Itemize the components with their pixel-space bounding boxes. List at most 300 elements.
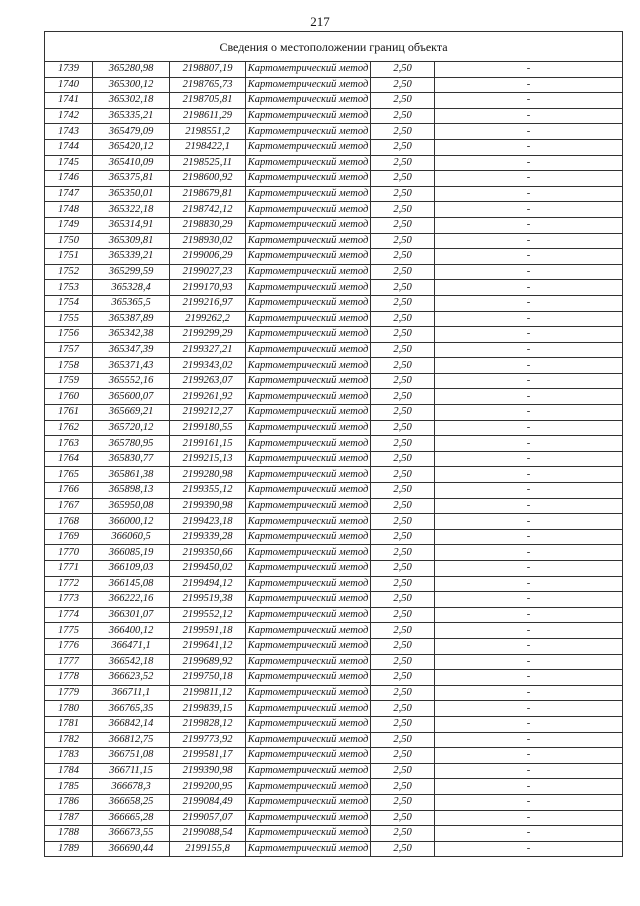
point-number-cell: 1763 [45,436,93,452]
y-coordinate-cell: 2199773,92 [170,732,246,748]
x-coordinate-cell: 365387,89 [93,311,170,327]
x-coordinate-cell: 365302,18 [93,93,170,109]
table-row [45,467,623,483]
table-row [45,62,623,78]
accuracy-cell: 2,50 [371,451,435,467]
y-coordinate-cell: 2199180,55 [170,420,246,436]
x-coordinate-cell: 366842,14 [93,716,170,732]
method-cell: Картометрический метод [246,217,371,233]
y-coordinate-cell: 2199689,92 [170,654,246,670]
note-cell: - [435,670,623,686]
point-number-cell: 1757 [45,342,93,358]
point-number-cell: 1770 [45,545,93,561]
accuracy-cell: 2,50 [371,77,435,93]
table-row [45,202,623,218]
note-cell: - [435,561,623,577]
x-coordinate-cell: 365830,77 [93,451,170,467]
table-row [45,249,623,265]
x-coordinate-cell: 366471,1 [93,638,170,654]
table-row [45,592,623,608]
accuracy-cell: 2,50 [371,186,435,202]
y-coordinate-cell: 2198679,81 [170,186,246,202]
method-cell: Картометрический метод [246,249,371,265]
y-coordinate-cell: 2198611,29 [170,108,246,124]
y-coordinate-cell: 2199339,28 [170,529,246,545]
x-coordinate-cell: 365950,08 [93,498,170,514]
x-coordinate-cell: 366751,08 [93,748,170,764]
note-cell: - [435,124,623,140]
point-number-cell: 1776 [45,638,93,654]
table-row [45,280,623,296]
x-coordinate-cell: 366400,12 [93,623,170,639]
method-cell: Картометрический метод [246,264,371,280]
accuracy-cell: 2,50 [371,93,435,109]
accuracy-cell: 2,50 [371,779,435,795]
y-coordinate-cell: 2199057,07 [170,810,246,826]
point-number-cell: 1743 [45,124,93,140]
y-coordinate-cell: 2199750,18 [170,670,246,686]
accuracy-cell: 2,50 [371,420,435,436]
accuracy-cell: 2,50 [371,498,435,514]
y-coordinate-cell: 2199494,12 [170,576,246,592]
x-coordinate-cell: 366000,12 [93,514,170,530]
table-row [45,576,623,592]
method-cell: Картометрический метод [246,389,371,405]
method-cell: Картометрический метод [246,108,371,124]
table-row [45,514,623,530]
note-cell: - [435,155,623,171]
x-coordinate-cell: 365780,95 [93,436,170,452]
table-header-row [45,32,623,62]
point-number-cell: 1782 [45,732,93,748]
accuracy-cell: 2,50 [371,217,435,233]
method-cell: Картометрический метод [246,93,371,109]
method-cell: Картометрический метод [246,748,371,764]
x-coordinate-cell: 365339,21 [93,249,170,265]
accuracy-cell: 2,50 [371,685,435,701]
point-number-cell: 1785 [45,779,93,795]
point-number-cell: 1758 [45,358,93,374]
accuracy-cell: 2,50 [371,607,435,623]
y-coordinate-cell: 2199390,98 [170,763,246,779]
y-coordinate-cell: 2198600,92 [170,171,246,187]
y-coordinate-cell: 2199155,8 [170,841,246,857]
point-number-cell: 1753 [45,280,93,296]
table-row [45,670,623,686]
accuracy-cell: 2,50 [371,514,435,530]
method-cell: Картометрический метод [246,311,371,327]
accuracy-cell: 2,50 [371,342,435,358]
method-cell: Картометрический метод [246,420,371,436]
accuracy-cell: 2,50 [371,654,435,670]
x-coordinate-cell: 366711,1 [93,685,170,701]
accuracy-cell: 2,50 [371,732,435,748]
point-number-cell: 1775 [45,623,93,639]
point-number-cell: 1739 [45,62,93,78]
table-row [45,264,623,280]
table-row [45,685,623,701]
y-coordinate-cell: 2199161,15 [170,436,246,452]
method-cell: Картометрический метод [246,186,371,202]
y-coordinate-cell: 2199350,66 [170,545,246,561]
table-row [45,436,623,452]
point-number-cell: 1749 [45,217,93,233]
point-number-cell: 1755 [45,311,93,327]
point-number-cell: 1765 [45,467,93,483]
note-cell: - [435,62,623,78]
accuracy-cell: 2,50 [371,576,435,592]
note-cell: - [435,748,623,764]
y-coordinate-cell: 2198742,12 [170,202,246,218]
table-row [45,405,623,421]
note-cell: - [435,264,623,280]
note-cell: - [435,638,623,654]
table-row [45,623,623,639]
table-row [45,748,623,764]
point-number-cell: 1788 [45,826,93,842]
accuracy-cell: 2,50 [371,436,435,452]
note-cell: - [435,654,623,670]
y-coordinate-cell: 2199027,23 [170,264,246,280]
point-number-cell: 1774 [45,607,93,623]
method-cell: Картометрический метод [246,529,371,545]
method-cell: Картометрический метод [246,607,371,623]
point-number-cell: 1767 [45,498,93,514]
method-cell: Картометрический метод [246,561,371,577]
x-coordinate-cell: 366301,07 [93,607,170,623]
note-cell: - [435,93,623,109]
y-coordinate-cell: 2198705,81 [170,93,246,109]
point-number-cell: 1742 [45,108,93,124]
x-coordinate-cell: 365600,07 [93,389,170,405]
note-cell: - [435,607,623,623]
table-row [45,93,623,109]
note-cell: - [435,108,623,124]
x-coordinate-cell: 366711,15 [93,763,170,779]
note-cell: - [435,295,623,311]
table-row [45,327,623,343]
y-coordinate-cell: 2199839,15 [170,701,246,717]
table-row [45,124,623,140]
accuracy-cell: 2,50 [371,592,435,608]
method-cell: Картометрический метод [246,373,371,389]
y-coordinate-cell: 2199170,93 [170,280,246,296]
method-cell: Картометрический метод [246,498,371,514]
y-coordinate-cell: 2199084,49 [170,794,246,810]
accuracy-cell: 2,50 [371,358,435,374]
note-cell: - [435,623,623,639]
point-number-cell: 1761 [45,405,93,421]
accuracy-cell: 2,50 [371,202,435,218]
table-row [45,701,623,717]
method-cell: Картометрический метод [246,732,371,748]
point-number-cell: 1769 [45,529,93,545]
accuracy-cell: 2,50 [371,545,435,561]
point-number-cell: 1760 [45,389,93,405]
accuracy-cell: 2,50 [371,483,435,499]
table-row [45,139,623,155]
y-coordinate-cell: 2198830,29 [170,217,246,233]
table-row [45,732,623,748]
method-cell: Картометрический метод [246,779,371,795]
table-row [45,420,623,436]
x-coordinate-cell: 366678,3 [93,779,170,795]
x-coordinate-cell: 366690,44 [93,841,170,857]
method-cell: Картометрический метод [246,514,371,530]
note-cell: - [435,716,623,732]
table-row [45,498,623,514]
note-cell: - [435,436,623,452]
method-cell: Картометрический метод [246,295,371,311]
y-coordinate-cell: 2199006,29 [170,249,246,265]
y-coordinate-cell: 2199088,54 [170,826,246,842]
table-row [45,451,623,467]
accuracy-cell: 2,50 [371,810,435,826]
point-number-cell: 1756 [45,327,93,343]
note-cell: - [435,280,623,296]
point-number-cell: 1773 [45,592,93,608]
point-number-cell: 1741 [45,93,93,109]
y-coordinate-cell: 2199811,12 [170,685,246,701]
point-number-cell: 1744 [45,139,93,155]
accuracy-cell: 2,50 [371,62,435,78]
x-coordinate-cell: 365365,5 [93,295,170,311]
y-coordinate-cell: 2199327,21 [170,342,246,358]
method-cell: Картометрический метод [246,763,371,779]
note-cell: - [435,826,623,842]
accuracy-cell: 2,50 [371,748,435,764]
x-coordinate-cell: 366085,19 [93,545,170,561]
x-coordinate-cell: 365669,21 [93,405,170,421]
y-coordinate-cell: 2199450,02 [170,561,246,577]
method-cell: Картометрический метод [246,233,371,249]
method-cell: Картометрический метод [246,124,371,140]
point-number-cell: 1751 [45,249,93,265]
table-row [45,186,623,202]
accuracy-cell: 2,50 [371,638,435,654]
y-coordinate-cell: 2199355,12 [170,483,246,499]
method-cell: Картометрический метод [246,202,371,218]
y-coordinate-cell: 2199216,97 [170,295,246,311]
note-cell: - [435,467,623,483]
method-cell: Картометрический метод [246,327,371,343]
point-number-cell: 1740 [45,77,93,93]
method-cell: Картометрический метод [246,623,371,639]
x-coordinate-cell: 365375,81 [93,171,170,187]
table-row [45,77,623,93]
note-cell: - [435,576,623,592]
point-number-cell: 1754 [45,295,93,311]
method-cell: Картометрический метод [246,685,371,701]
note-cell: - [435,841,623,857]
x-coordinate-cell: 365861,38 [93,467,170,483]
y-coordinate-cell: 2199552,12 [170,607,246,623]
point-number-cell: 1745 [45,155,93,171]
accuracy-cell: 2,50 [371,249,435,265]
y-coordinate-cell: 2198807,19 [170,62,246,78]
method-cell: Картометрический метод [246,638,371,654]
accuracy-cell: 2,50 [371,670,435,686]
note-cell: - [435,373,623,389]
accuracy-cell: 2,50 [371,826,435,842]
x-coordinate-cell: 365898,13 [93,483,170,499]
method-cell: Картометрический метод [246,545,371,561]
note-cell: - [435,186,623,202]
y-coordinate-cell: 2198765,73 [170,77,246,93]
table-row [45,171,623,187]
note-cell: - [435,451,623,467]
accuracy-cell: 2,50 [371,264,435,280]
x-coordinate-cell: 366060,5 [93,529,170,545]
method-cell: Картометрический метод [246,405,371,421]
x-coordinate-cell: 365314,91 [93,217,170,233]
table-row [45,529,623,545]
point-number-cell: 1747 [45,186,93,202]
accuracy-cell: 2,50 [371,139,435,155]
x-coordinate-cell: 365322,18 [93,202,170,218]
accuracy-cell: 2,50 [371,794,435,810]
y-coordinate-cell: 2198930,02 [170,233,246,249]
table-row [45,810,623,826]
x-coordinate-cell: 365347,39 [93,342,170,358]
method-cell: Картометрический метод [246,342,371,358]
method-cell: Картометрический метод [246,358,371,374]
x-coordinate-cell: 366665,28 [93,810,170,826]
y-coordinate-cell: 2199343,02 [170,358,246,374]
note-cell: - [435,529,623,545]
method-cell: Картометрический метод [246,841,371,857]
note-cell: - [435,171,623,187]
note-cell: - [435,405,623,421]
point-number-cell: 1779 [45,685,93,701]
x-coordinate-cell: 365350,01 [93,186,170,202]
x-coordinate-cell: 366222,16 [93,592,170,608]
x-coordinate-cell: 365299,59 [93,264,170,280]
table-row [45,794,623,810]
accuracy-cell: 2,50 [371,373,435,389]
note-cell: - [435,779,623,795]
x-coordinate-cell: 365342,38 [93,327,170,343]
table-row [45,155,623,171]
method-cell: Картометрический метод [246,155,371,171]
table-row [45,779,623,795]
page-number: 217 [310,14,330,29]
point-number-cell: 1746 [45,171,93,187]
boundary-coordinates-table [44,31,623,857]
x-coordinate-cell: 365309,81 [93,233,170,249]
y-coordinate-cell: 2198551,2 [170,124,246,140]
x-coordinate-cell: 366542,18 [93,654,170,670]
point-number-cell: 1759 [45,373,93,389]
y-coordinate-cell: 2199581,17 [170,748,246,764]
table-row [45,233,623,249]
x-coordinate-cell: 365410,09 [93,155,170,171]
y-coordinate-cell: 2198525,11 [170,155,246,171]
method-cell: Картометрический метод [246,716,371,732]
table-row [45,841,623,857]
y-coordinate-cell: 2199828,12 [170,716,246,732]
note-cell: - [435,249,623,265]
y-coordinate-cell: 2199390,98 [170,498,246,514]
method-cell: Картометрический метод [246,670,371,686]
table-row [45,545,623,561]
accuracy-cell: 2,50 [371,561,435,577]
y-coordinate-cell: 2199262,2 [170,311,246,327]
x-coordinate-cell: 366109,03 [93,561,170,577]
y-coordinate-cell: 2199280,98 [170,467,246,483]
point-number-cell: 1784 [45,763,93,779]
note-cell: - [435,217,623,233]
y-coordinate-cell: 2198422,1 [170,139,246,155]
point-number-cell: 1777 [45,654,93,670]
accuracy-cell: 2,50 [371,233,435,249]
x-coordinate-cell: 366765,35 [93,701,170,717]
point-number-cell: 1766 [45,483,93,499]
accuracy-cell: 2,50 [371,716,435,732]
y-coordinate-cell: 2199263,07 [170,373,246,389]
point-number-cell: 1780 [45,701,93,717]
method-cell: Картометрический метод [246,77,371,93]
table-row [45,217,623,233]
method-cell: Картометрический метод [246,171,371,187]
method-cell: Картометрический метод [246,654,371,670]
method-cell: Картометрический метод [246,701,371,717]
point-number-cell: 1781 [45,716,93,732]
y-coordinate-cell: 2199261,92 [170,389,246,405]
method-cell: Картометрический метод [246,139,371,155]
note-cell: - [435,311,623,327]
accuracy-cell: 2,50 [371,405,435,421]
table-row [45,716,623,732]
accuracy-cell: 2,50 [371,623,435,639]
table-row [45,373,623,389]
method-cell: Картометрический метод [246,794,371,810]
method-cell: Картометрический метод [246,280,371,296]
x-coordinate-cell: 365720,12 [93,420,170,436]
accuracy-cell: 2,50 [371,763,435,779]
method-cell: Картометрический метод [246,592,371,608]
note-cell: - [435,327,623,343]
point-number-cell: 1752 [45,264,93,280]
x-coordinate-cell: 365552,16 [93,373,170,389]
table-row [45,295,623,311]
x-coordinate-cell: 366145,08 [93,576,170,592]
accuracy-cell: 2,50 [371,841,435,857]
point-number-cell: 1778 [45,670,93,686]
note-cell: - [435,389,623,405]
y-coordinate-cell: 2199641,12 [170,638,246,654]
note-cell: - [435,202,623,218]
point-number-cell: 1772 [45,576,93,592]
note-cell: - [435,701,623,717]
point-number-cell: 1783 [45,748,93,764]
method-cell: Картометрический метод [246,810,371,826]
accuracy-cell: 2,50 [371,280,435,296]
note-cell: - [435,342,623,358]
y-coordinate-cell: 2199215,13 [170,451,246,467]
method-cell: Картометрический метод [246,436,371,452]
point-number-cell: 1771 [45,561,93,577]
point-number-cell: 1787 [45,810,93,826]
method-cell: Картометрический метод [246,826,371,842]
table-row [45,638,623,654]
y-coordinate-cell: 2199519,38 [170,592,246,608]
x-coordinate-cell: 365420,12 [93,139,170,155]
accuracy-cell: 2,50 [371,171,435,187]
point-number-cell: 1768 [45,514,93,530]
point-number-cell: 1786 [45,794,93,810]
x-coordinate-cell: 365328,4 [93,280,170,296]
